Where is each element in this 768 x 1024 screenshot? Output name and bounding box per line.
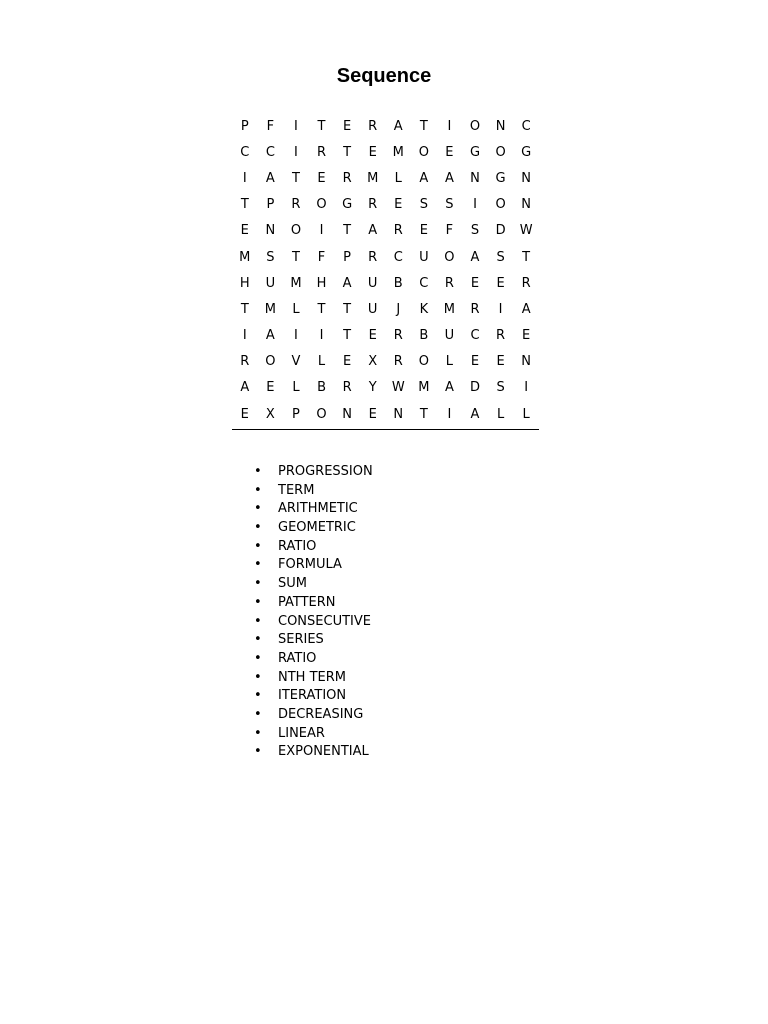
grid-letter: G	[469, 144, 481, 160]
grid-letter: L	[445, 354, 454, 370]
word-list-item: • ITERATION	[254, 687, 373, 706]
grid-letter: U	[367, 275, 378, 291]
grid-letter: I	[242, 170, 247, 186]
grid-letter: C	[470, 328, 480, 344]
grid-letter: J	[396, 301, 401, 317]
grid-letter: R	[291, 197, 301, 213]
grid-letter: O	[469, 118, 481, 134]
grid-letter: I	[447, 118, 452, 134]
grid-letter: T	[522, 249, 531, 265]
grid-letter: R	[393, 354, 403, 370]
grid-letter: R	[317, 144, 327, 160]
grid-letter: A	[419, 170, 429, 186]
grid-letter: E	[394, 197, 403, 213]
grid-letter: M	[290, 275, 302, 291]
grid-letter: E	[419, 223, 428, 239]
grid-letter: A	[470, 406, 480, 422]
grid-letter: S	[470, 223, 480, 239]
grid-letter: N	[521, 197, 532, 213]
grid-letter: T	[291, 170, 300, 186]
grid-letter: R	[368, 118, 378, 134]
grid-letter: E	[496, 275, 505, 291]
grid-letter: A	[444, 380, 454, 396]
word-search-grid	[232, 113, 539, 430]
grid-letter: O	[290, 223, 302, 239]
grid-letter: R	[521, 275, 531, 291]
word-list-item: • ARITHMETIC	[254, 500, 373, 519]
grid-letter: A	[265, 170, 275, 186]
grid-letter: E	[368, 328, 377, 344]
grid-letter: N	[342, 406, 352, 422]
grid-letter: C	[419, 275, 429, 291]
grid-letter: F	[445, 223, 454, 239]
word-list-item: • TERM	[254, 482, 373, 501]
grid-letter: I	[447, 406, 452, 422]
grid-letter: N	[521, 354, 532, 370]
grid-letter: P	[240, 118, 249, 134]
grid-letter: D	[469, 380, 480, 396]
grid-letter: T	[317, 301, 326, 317]
grid-letter: R	[368, 249, 378, 265]
grid-letter: U	[265, 275, 276, 291]
grid-letter: E	[496, 354, 505, 370]
grid-letter: R	[496, 328, 506, 344]
grid-letter: M	[443, 301, 456, 317]
grid-letter: R	[240, 354, 250, 370]
grid-letter: E	[342, 118, 352, 134]
grid-letter: C	[521, 118, 531, 134]
word-list-item: • CONSECUTIVE	[254, 613, 373, 632]
grid-letter: T	[419, 118, 428, 134]
grid-letter: I	[319, 223, 324, 239]
grid-letter: I	[498, 301, 503, 317]
grid-letter: O	[418, 144, 429, 160]
grid-letter: E	[266, 380, 275, 396]
grid-letter: I	[524, 380, 529, 396]
grid-letter: T	[240, 301, 249, 317]
grid-row	[232, 139, 539, 165]
grid-row	[232, 192, 539, 218]
grid-letter: I	[242, 328, 247, 344]
grid-letter: N	[393, 406, 404, 422]
grid-letter: S	[496, 249, 505, 265]
grid-letter: U	[419, 249, 429, 265]
grid-letter: A	[393, 118, 403, 134]
grid-letter: G	[342, 197, 353, 213]
word-list-item: • DECREASING	[254, 706, 373, 725]
grid-letter: E	[470, 275, 480, 291]
grid-letter: C	[265, 144, 275, 160]
grid-letter: O	[495, 144, 506, 160]
grid-letter: R	[342, 380, 352, 396]
word-list-item: • SUM	[254, 575, 373, 594]
grid-row	[232, 165, 539, 191]
grid-letter: C	[240, 144, 250, 160]
grid-letter: T	[343, 328, 352, 344]
grid-letter: M	[264, 301, 276, 317]
word-list	[254, 463, 373, 762]
grid-letter: A	[265, 328, 275, 344]
grid-letter: L	[522, 406, 530, 422]
grid-letter: L	[496, 406, 505, 422]
word-list-item: • RATIO	[254, 538, 373, 557]
grid-letter: O	[316, 197, 327, 213]
grid-letter: E	[317, 170, 326, 186]
grid-letter: N	[470, 170, 480, 186]
grid-letter: R	[444, 275, 454, 291]
word-list-item: • PROGRESSION	[254, 463, 373, 482]
grid-letter: P	[266, 197, 275, 213]
grid-letter: M	[367, 170, 379, 186]
grid-row	[232, 270, 539, 296]
grid-letter: T	[419, 406, 428, 422]
grid-letter: P	[292, 406, 300, 422]
grid-letter: I	[294, 118, 298, 134]
grid-letter: M	[418, 380, 430, 396]
grid-letter: N	[265, 223, 276, 239]
grid-letter: T	[291, 249, 300, 265]
grid-letter: D	[495, 223, 506, 239]
grid-row	[232, 296, 539, 322]
grid-row	[232, 349, 539, 375]
grid-letter: E	[470, 354, 480, 370]
grid-row	[232, 401, 539, 427]
grid-letter: K	[419, 301, 429, 317]
grid-row	[232, 323, 539, 349]
grid-letter: V	[291, 354, 301, 370]
grid-letter: B	[317, 380, 326, 396]
grid-letter: G	[521, 144, 532, 160]
grid-letter: A	[240, 380, 250, 396]
grid-letter: L	[292, 301, 300, 317]
grid-letter: M	[239, 249, 251, 265]
grid-letter: L	[292, 380, 300, 396]
word-list-item: • EXPONENTIAL	[254, 743, 373, 762]
grid-letter: P	[343, 249, 352, 265]
grid-letter: W	[519, 223, 533, 239]
grid-letter: T	[240, 197, 249, 213]
grid-letter: I	[319, 328, 324, 344]
grid-letter: S	[445, 197, 454, 213]
grid-letter: A	[470, 249, 480, 265]
grid-letter: W	[391, 380, 405, 396]
word-list-item: • LINEAR	[254, 725, 373, 744]
grid-letter: E	[368, 144, 377, 160]
grid-letter: L	[317, 354, 326, 370]
grid-letter: E	[445, 144, 454, 160]
grid-row	[232, 244, 539, 270]
grid-letter: I	[473, 197, 477, 213]
grid-letter: E	[522, 328, 531, 344]
grid-letter: R	[470, 301, 480, 317]
grid-row	[232, 218, 539, 244]
word-list-item: • SERIES	[254, 631, 373, 650]
grid-letter: A	[342, 275, 352, 291]
grid-letter: B	[393, 275, 403, 291]
grid-letter: T	[317, 118, 326, 134]
grid-letter: F	[266, 118, 275, 134]
grid-letter: E	[240, 406, 249, 422]
page-title: Sequence	[336, 65, 432, 87]
grid-letter: N	[521, 170, 532, 186]
grid-letter: R	[393, 223, 403, 239]
word-list-item: • RATIO	[254, 650, 373, 669]
grid-letter: U	[367, 301, 378, 317]
grid-letter: U	[444, 328, 455, 344]
grid-letter: E	[368, 406, 377, 422]
grid-letter: R	[393, 328, 403, 344]
grid-letter: A	[444, 170, 454, 186]
grid-letter: G	[495, 170, 506, 186]
grid-letter: A	[368, 223, 378, 239]
grid-letter: T	[343, 301, 352, 317]
grid-letter: X	[265, 406, 275, 422]
grid-letter: O	[265, 354, 276, 370]
grid-letter: S	[266, 249, 275, 265]
grid-letter: S	[419, 197, 428, 213]
grid-letter: O	[495, 197, 506, 213]
word-list-item: • PATTERN	[254, 594, 373, 613]
grid-row	[232, 375, 539, 401]
grid-letter: H	[239, 275, 250, 291]
grid-letter: R	[368, 197, 378, 213]
grid-letter: O	[444, 249, 455, 265]
grid-letter: F	[317, 249, 326, 265]
grid-letter: T	[343, 144, 352, 160]
grid-letter: I	[294, 328, 298, 344]
word-list-item: • NTH TERM	[254, 669, 373, 688]
grid-letter: R	[342, 170, 352, 186]
grid-letter: E	[342, 354, 352, 370]
grid-letter: X	[368, 354, 378, 370]
grid-letter: L	[394, 170, 402, 186]
grid-letter: E	[240, 223, 249, 239]
grid-letter: O	[316, 406, 327, 422]
grid-letter: N	[495, 118, 506, 134]
grid-row	[232, 113, 539, 139]
grid-letter: B	[419, 328, 429, 344]
grid-letter: O	[418, 354, 429, 370]
grid-letter: M	[392, 144, 404, 160]
word-list-item: • GEOMETRIC	[254, 519, 373, 538]
grid-letter: S	[496, 380, 505, 396]
grid-letter: I	[294, 144, 298, 160]
grid-letter: C	[393, 249, 403, 265]
grid-letter: Y	[368, 380, 377, 396]
word-list-item: • FORMULA	[254, 556, 373, 575]
grid-letter: T	[343, 223, 352, 239]
grid-letter: H	[316, 275, 327, 291]
grid-letter: A	[521, 301, 531, 317]
